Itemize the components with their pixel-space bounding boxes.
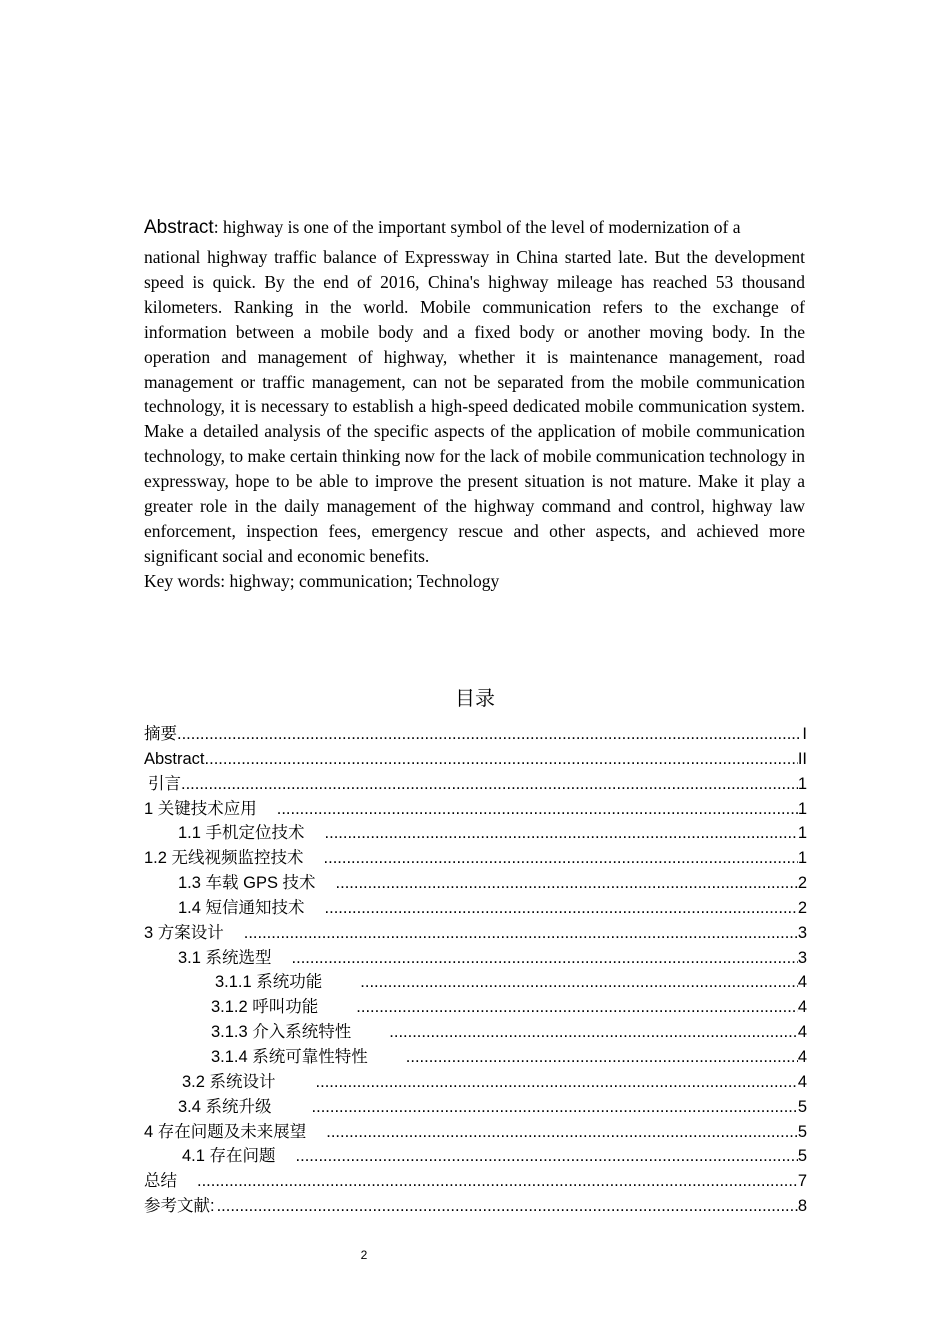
toc-entry-label: 3.1.1 系统功能 <box>215 973 323 992</box>
toc-entry-label: 1.2 无线视频监控技术 <box>144 849 304 868</box>
toc-entry-label: 3.1 系统选型 <box>178 948 272 967</box>
toc-entry-label: 3.4 系统升级 <box>178 1097 272 1116</box>
toc-entry[interactable] <box>144 1020 807 1045</box>
toc-entry[interactable] <box>144 1070 807 1095</box>
toc-entry-label: 3 方案设计 <box>144 923 224 942</box>
toc-entry[interactable] <box>144 1045 807 1070</box>
toc-entry-page: 1 <box>797 824 807 843</box>
toc-entry-page: I <box>802 725 807 743</box>
toc-leader-dots <box>296 1144 798 1169</box>
toc-leader-dots <box>360 970 798 995</box>
toc-entry-page: 5 <box>797 1097 807 1116</box>
toc-entry[interactable] <box>144 1194 807 1219</box>
abstract-first-line-text: : highway is one of the important symbol of the level of modernization of a <box>213 217 741 237</box>
toc-entry[interactable] <box>144 1095 807 1120</box>
toc-entry[interactable] <box>144 722 807 747</box>
toc-entry-page: 4 <box>797 1072 807 1091</box>
toc-leader-dots <box>292 946 798 971</box>
toc-entry-label: 总结 <box>144 1172 177 1191</box>
toc-entry-page: 4 <box>797 998 807 1017</box>
toc-entry-label: 1.1 手机定位技术 <box>178 824 305 843</box>
table-of-contents <box>144 722 807 1219</box>
toc-entry-page: 4 <box>797 1047 807 1066</box>
toc-entry-label: 4.1 存在问题 <box>182 1147 276 1166</box>
toc-leader-dots <box>406 1045 798 1070</box>
toc-leader-dots <box>205 747 798 772</box>
toc-entry-page: 1 <box>797 849 807 868</box>
toc-entry-label: 摘要 <box>144 725 177 743</box>
toc-entry-label: Abstract <box>144 749 205 768</box>
toc-entry-page: 2 <box>797 874 807 893</box>
toc-entry[interactable] <box>144 946 807 971</box>
toc-entry[interactable] <box>144 1144 807 1169</box>
toc-entry-label: 3.2 系统设计 <box>182 1072 276 1091</box>
toc-leader-dots <box>325 896 798 921</box>
abstract-section <box>144 210 805 594</box>
toc-entry[interactable] <box>144 995 807 1020</box>
abstract-body: national highway traffic balance of Expressway in China started late. But the development speed is quick. By the end of 2016, China's highway mileage has reached 53 thousand kilometers. Ranking in the world. Mobile communication refers to the exchange of information between a mobile body and a fixed body or another moving body. In the operation and management of highway, whether it is maintenance management, road management or traffic management, can not be separated from the mobile communication technology, it is necessary to establish a high-speed dedicated mobile communication system. Make a detailed analysis of the specific aspects of the application of mobile communication technology, to make certain thinking now for the lack of mobile communication technology in expressway, hope to be able to improve the present situation is not mature. Make it play a greater role in the daily management of the highway command and control, highway law enforcement, inspection fees, emergency rescue and other aspects, and achieved more significant social and economic benefits. <box>144 247 805 566</box>
toc-entry-page: 7 <box>797 1172 807 1191</box>
toc-leader-dots <box>177 722 802 747</box>
toc-title: 目录 <box>455 686 495 710</box>
toc-leader-dots <box>326 1120 798 1145</box>
page-number: 2 <box>360 1248 368 1262</box>
toc-entry-label: 引言 <box>148 774 181 793</box>
toc-entry[interactable] <box>144 747 807 772</box>
toc-leader-dots <box>197 1169 798 1194</box>
toc-entry[interactable] <box>144 921 807 946</box>
toc-entry[interactable] <box>144 772 807 797</box>
abstract-first-line <box>144 210 805 245</box>
toc-entry-page: 1 <box>797 799 807 818</box>
toc-entry-label: 4 存在问题及未来展望 <box>144 1122 307 1141</box>
toc-entry-label: 1.3 车载 GPS 技术 <box>178 874 316 893</box>
toc-entry-label: 3.1.2 呼叫功能 <box>211 998 319 1017</box>
toc-entry-page: 4 <box>797 973 807 992</box>
toc-entry[interactable] <box>144 970 807 995</box>
keywords-line: Key words: highway; communication; Technology <box>144 570 500 591</box>
toc-leader-dots <box>312 1095 798 1120</box>
toc-entry-page: 3 <box>797 923 807 942</box>
toc-leader-dots <box>244 921 798 946</box>
abstract-heading: Abstract <box>144 217 214 238</box>
toc-leader-dots <box>277 797 798 822</box>
toc-entry-page: 4 <box>797 1023 807 1042</box>
toc-entry-page: 3 <box>797 948 807 967</box>
toc-entry-label: 1 关键技术应用 <box>144 799 257 818</box>
toc-entry[interactable] <box>144 1169 807 1194</box>
toc-entry-page: 8 <box>797 1197 807 1216</box>
toc-entry[interactable] <box>144 896 807 921</box>
toc-entry-label: 参考文献: <box>144 1197 215 1216</box>
toc-leader-dots <box>325 821 798 846</box>
toc-entry-page: 1 <box>797 774 807 793</box>
toc-leader-dots <box>316 1070 798 1095</box>
toc-entry-label: 1.4 短信通知技术 <box>178 898 305 917</box>
toc-entry-page: 5 <box>797 1122 807 1141</box>
toc-entry[interactable] <box>144 1120 807 1145</box>
toc-leader-dots <box>324 846 798 871</box>
toc-entry-label: 3.1.4 系统可靠性特性 <box>211 1047 368 1066</box>
toc-entry[interactable] <box>144 821 807 846</box>
toc-entry[interactable] <box>144 871 807 896</box>
toc-leader-dots <box>356 995 798 1020</box>
toc-leader-dots <box>181 772 798 797</box>
toc-entry-page: 2 <box>797 898 807 917</box>
toc-entry[interactable] <box>144 797 807 822</box>
toc-entry-label: 3.1.3 介入系统特性 <box>211 1023 352 1042</box>
toc-leader-dots <box>389 1020 798 1045</box>
toc-leader-dots <box>217 1194 798 1219</box>
toc-entry-page: II <box>797 749 807 768</box>
toc-entry[interactable] <box>144 846 807 871</box>
toc-leader-dots <box>336 871 798 896</box>
toc-entry-page: 5 <box>797 1147 807 1166</box>
